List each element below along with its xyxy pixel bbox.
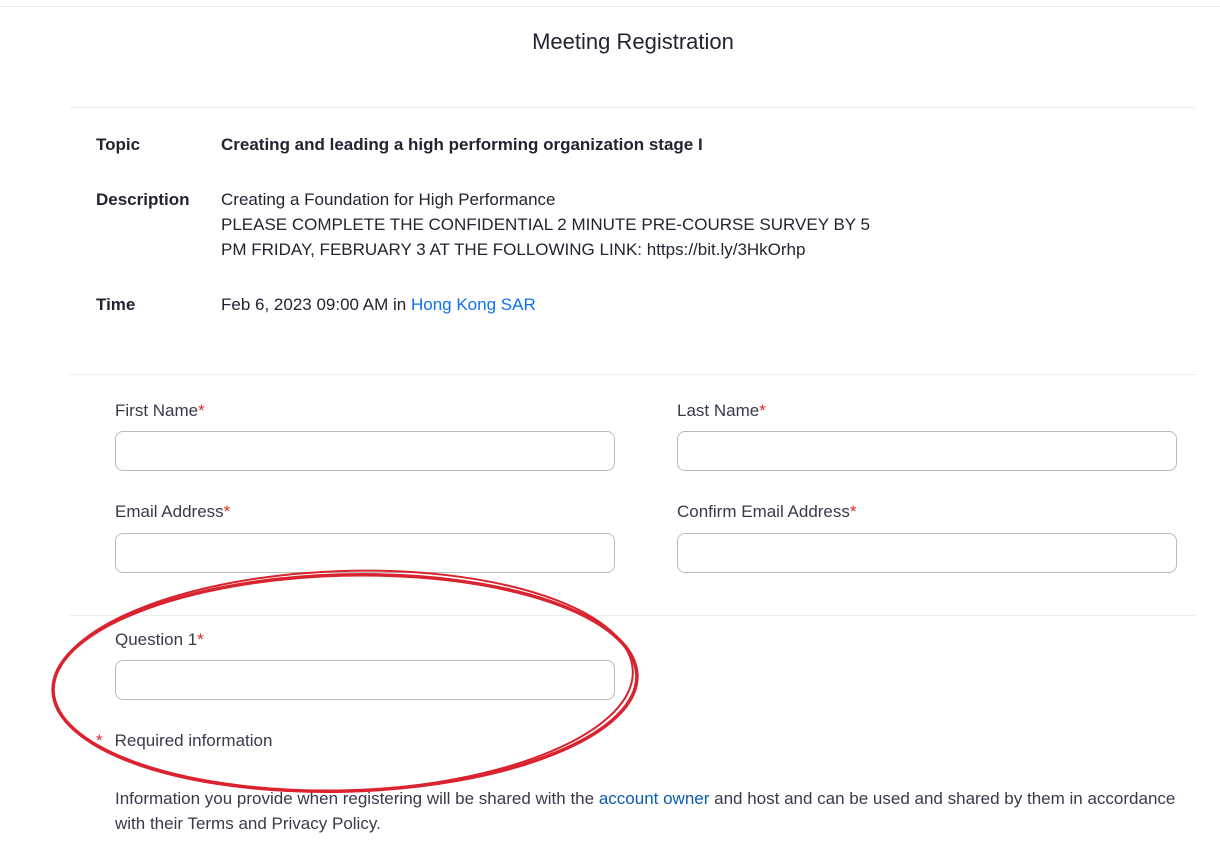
confirm-email-label-text: Confirm Email Address <box>677 502 850 521</box>
time-value <box>221 292 536 317</box>
required-star: * <box>198 401 205 420</box>
required-star: * <box>197 630 204 649</box>
top-divider <box>0 6 1220 7</box>
last-name-input[interactable] <box>677 431 1177 471</box>
timezone-link[interactable]: Hong Kong SAR <box>410 295 536 314</box>
first-name-label-text: First Name <box>115 401 199 420</box>
required-star: * <box>223 502 231 521</box>
email-label-text: Email Address <box>115 502 224 521</box>
question-1-label-text: Question 1 <box>115 630 198 649</box>
description-line: PLEASE COMPLETE THE CONFIDENTIAL 2 MINUTE PRE-COURSE SURVEY BY 5 <box>221 215 870 234</box>
time-label: Time <box>96 295 136 314</box>
account-owner-link[interactable]: account owner <box>598 789 710 808</box>
confirm-email-input[interactable] <box>677 533 1177 573</box>
privacy-text-before: Information you provide when registering will be shared with the <box>115 789 595 808</box>
email-input[interactable] <box>115 533 615 573</box>
required-star: * <box>849 502 857 521</box>
required-star: * <box>759 401 766 420</box>
required-note <box>96 731 272 751</box>
time-text: Feb 6, 2023 09:00 AM in <box>221 295 407 314</box>
email-label <box>115 502 230 522</box>
required-note-text: Required information <box>114 731 273 750</box>
first-name-input[interactable] <box>115 431 615 471</box>
description-label: Description <box>96 190 190 209</box>
form-divider <box>70 615 1196 616</box>
last-name-label-text: Last Name <box>677 401 760 420</box>
topic-value: Creating and leading a high performing organization stage I <box>221 135 703 154</box>
last-name-label <box>677 401 766 421</box>
confirm-email-label <box>677 502 857 522</box>
required-star: * <box>96 731 103 750</box>
description-value <box>221 187 870 262</box>
question-1-label <box>115 630 204 650</box>
privacy-text-after: and host and can be used and shared by them in accordance with their Terms and Privacy Policy. <box>115 789 1176 833</box>
info-divider <box>70 374 1196 375</box>
privacy-notice <box>115 786 1195 836</box>
header-divider <box>70 107 1196 108</box>
question-1-input[interactable] <box>115 660 615 700</box>
page-title: Meeting Registration <box>532 29 734 54</box>
topic-label: Topic <box>96 135 141 154</box>
description-line: Creating a Foundation for High Performance <box>221 190 556 209</box>
description-line: PM FRIDAY, FEBRUARY 3 AT THE FOLLOWING LINK: https://bit.ly/3HkOrhp <box>221 240 806 259</box>
first-name-label <box>115 401 205 421</box>
